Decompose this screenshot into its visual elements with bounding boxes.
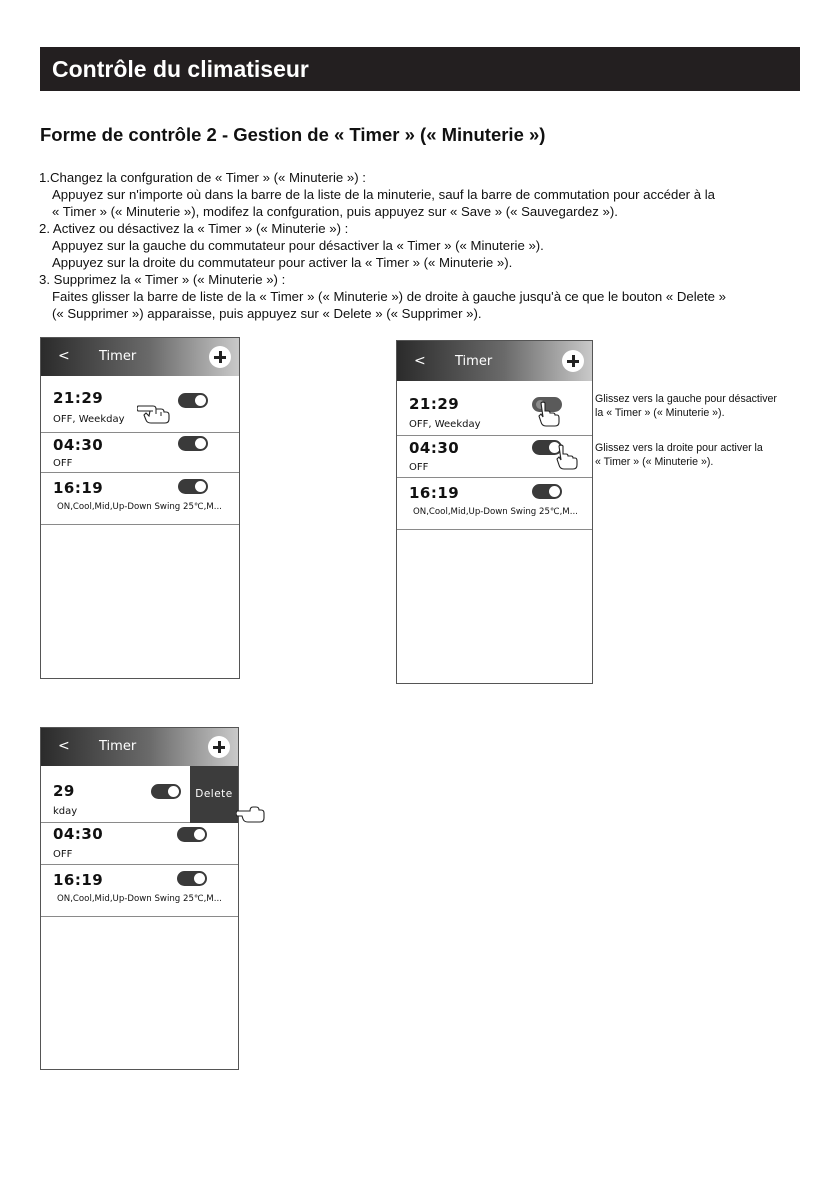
timer-desc: ON,Cool,Mid,Up-Down Swing 25℃,M... [57, 894, 222, 904]
timer-toggle[interactable] [178, 436, 208, 451]
timer-desc: ON,Cool,Mid,Up-Down Swing 25℃,M... [57, 502, 222, 512]
pointing-hand-icon [537, 401, 561, 427]
timer-toggle[interactable] [178, 393, 208, 408]
plus-icon[interactable] [209, 346, 231, 368]
step1-line2: « Timer » (« Minuterie »), modifez la confguration, puis appuyez sur « Save » (« Sauvegardez »). [52, 204, 618, 219]
step3-title: 3. Supprimez la « Timer » (« Minuterie ») : [39, 272, 286, 287]
annotation-line: « Timer » (« Minuterie »). [595, 456, 714, 468]
chevron-left-icon[interactable]: < [58, 348, 70, 364]
timer-row[interactable] [41, 376, 239, 433]
timer-screen-2 [396, 340, 593, 684]
step2-line1: Appuyez sur la gauche du commutateur pour désactiver la « Timer » (« Minuterie »). [52, 238, 544, 253]
annotation-line: Glissez vers la droite pour activer la [595, 442, 763, 454]
timer-row[interactable] [41, 473, 239, 525]
pointing-hand-icon [236, 802, 266, 824]
timer-desc: OFF, Weekday [53, 414, 125, 425]
step3-line2: (« Supprimer ») apparaisse, puis appuyez sur « Delete » (« Supprimer »). [52, 306, 482, 321]
plus-icon[interactable] [562, 350, 584, 372]
app-header [41, 338, 239, 376]
timer-desc: ON,Cool,Mid,Up-Down Swing 25℃,M... [413, 507, 578, 517]
timer-time: 04:30 [53, 825, 104, 843]
timer-desc: kday [53, 806, 78, 817]
timer-row[interactable] [397, 436, 592, 478]
timer-row[interactable] [41, 766, 238, 823]
timer-desc: OFF [53, 849, 73, 860]
timer-toggle[interactable] [177, 871, 207, 886]
timer-toggle[interactable] [532, 484, 562, 499]
timer-time: 16:19 [409, 484, 460, 502]
app-header [41, 728, 238, 766]
step1-line1: Appuyez sur n'importe où dans la barre de la liste de la minuterie, sauf la barre de commutation pour accéder à la [52, 187, 715, 202]
timer-row[interactable] [397, 381, 592, 436]
timer-time: 29 [53, 782, 75, 800]
timer-desc: OFF [409, 462, 429, 473]
instructions [39, 169, 809, 322]
timer-time: 21:29 [409, 395, 460, 413]
chevron-left-icon[interactable]: < [58, 738, 70, 754]
app-header [397, 341, 592, 381]
step1-title: 1.Changez la confguration de « Timer » (« Minuterie ») : [39, 170, 366, 185]
timer-row[interactable] [397, 478, 592, 530]
annotation-swipe-right [595, 441, 763, 469]
timer-row[interactable] [41, 823, 238, 865]
timer-time: 04:30 [53, 436, 104, 454]
timer-desc: OFF [53, 458, 73, 469]
timer-desc: OFF, Weekday [409, 419, 481, 430]
timer-toggle[interactable] [151, 784, 181, 799]
annotation-line: la « Timer » (« Minuterie »). [595, 407, 725, 419]
timer-screen-1 [40, 337, 240, 679]
timer-toggle[interactable] [178, 479, 208, 494]
section-banner [40, 47, 800, 91]
timer-time: 16:19 [53, 871, 104, 889]
screen-title: Timer [99, 739, 137, 754]
screen-title: Timer [99, 349, 137, 364]
annotation-line: Glissez vers la gauche pour désactiver [595, 393, 777, 405]
annotation-swipe-left [595, 392, 777, 420]
timer-toggle[interactable] [177, 827, 207, 842]
timer-screen-3 [40, 727, 239, 1070]
step3-line1: Faites glisser la barre de liste de la « Timer » (« Minuterie ») de droite à gauche jusqu'à ce que le bouton « Delete » [52, 289, 726, 304]
screen-title: Timer [455, 354, 493, 369]
timer-time: 21:29 [53, 389, 104, 407]
plus-icon[interactable] [208, 736, 230, 758]
pointing-hand-icon [137, 400, 171, 424]
timer-time: 04:30 [409, 439, 460, 457]
chevron-left-icon[interactable]: < [414, 353, 426, 369]
timer-row[interactable] [41, 865, 238, 917]
timer-row[interactable] [41, 433, 239, 473]
delete-button[interactable]: Delete [190, 766, 238, 823]
page-subtitle: Forme de contrôle 2 - Gestion de « Timer » (« Minuterie ») [40, 124, 546, 145]
step2-title: 2. Activez ou désactivez la « Timer » (« Minuterie ») : [39, 221, 349, 236]
banner-title: Contrôle du climatiseur [52, 56, 309, 82]
timer-time: 16:19 [53, 479, 104, 497]
pointing-hand-icon [555, 444, 579, 470]
step2-line2: Appuyez sur la droite du commutateur pour activer la « Timer » (« Minuterie »). [52, 255, 513, 270]
